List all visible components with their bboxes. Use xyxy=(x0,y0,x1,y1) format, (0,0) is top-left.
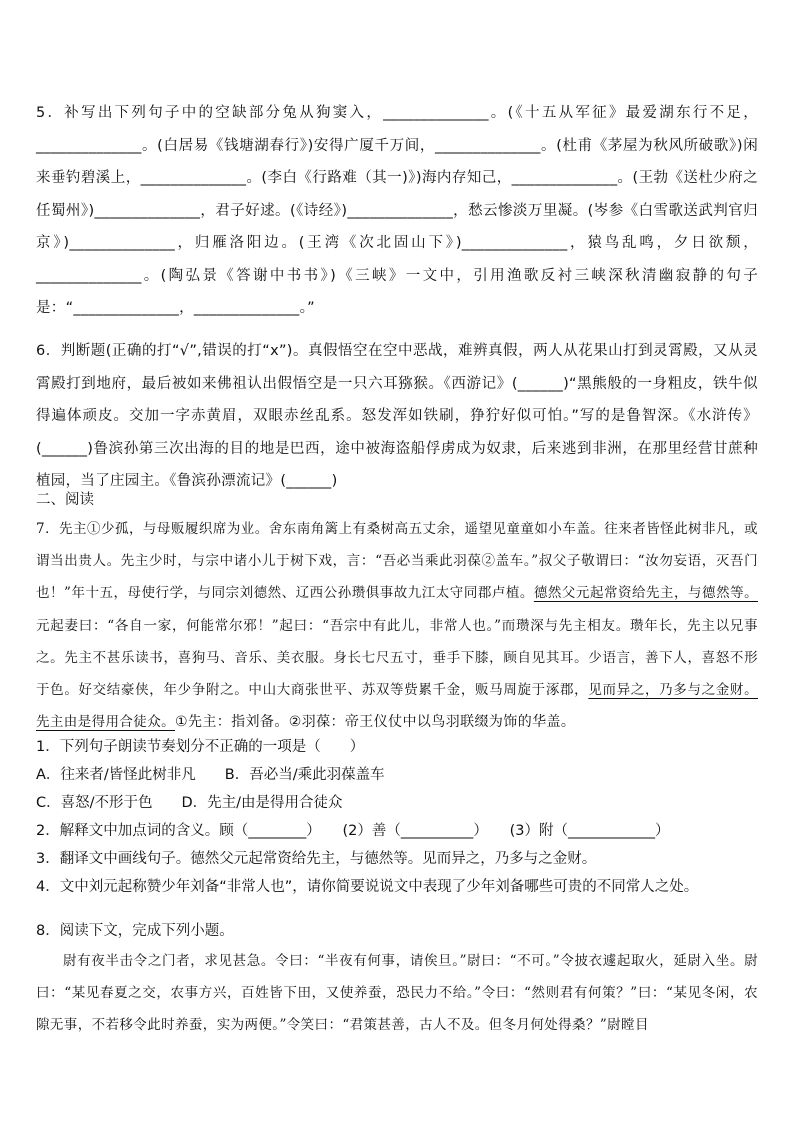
subquestion-1-options-cd: C．喜怒/不形于色 D．先主/由是得用合徒众 xyxy=(36,795,343,811)
subquestion-1: 1．下列句子朗读节奏划分不正确的一项是（ ） xyxy=(36,739,365,755)
question-8-title: 8．阅读下文，完成下列小题。 xyxy=(36,923,234,939)
subquestion-1-options-ab: A．往来者/皆怪此树非凡 B．吾必当/乘此羽葆盖车 xyxy=(36,767,385,783)
question-8 xyxy=(36,917,758,1041)
subquestion-2: 2．解释文中加点词的含义。顾（________） (2）善（__________） (3）附（____________） xyxy=(36,823,670,839)
question-8-passage: 尉有夜半击令之门者，求见甚急。令曰：“半夜有何事，请俟旦。”尉曰：“不可。”令披衣遽起取火，延尉入坐。尉曰：“某见春夏之交，农事方兴，百姓皆下田，又使养蚕，恐民力不给。”令曰：“然则君有何策？”曰：“某见冬闲，农隙无事，不若移令此时养蚕，实为两便。”令笑曰：“君策甚善，古人不及。但冬月何处得桑？”尉瞠目 xyxy=(36,953,758,1033)
section-heading xyxy=(36,487,758,513)
annotation-notes: ①先主：指刘备。②羽葆：帝王仪仗中以鸟羽联缀为饰的华盖。 xyxy=(175,714,576,731)
underlined-sentence-1: 德然父元起常资给先主，与德然等。 xyxy=(533,585,758,602)
underlined-sentence-2: 见而异之，乃多与之金财。 xyxy=(588,682,758,699)
question-7-passage xyxy=(36,513,758,738)
question-7-text xyxy=(36,513,758,738)
question-5-text: 5．补写出下列句子中的空缺部分兔从狗窦入，______________。(《十五从军征》最爱湖东行不足，______________。(白居易《钱塘湖春行》)安得广厦千万间，______________。(杜甫《茅屋为秋风所破歌》)闲来垂钓碧溪上，______________。(李白《行路难（其一)》)海内存知己，______________。(王勃《送杜少府之任蜀州》)______________，君子好逑。(《诗经》)______________，愁云惨淡万里凝。(岑参《白雪歌送武判官归京》)______________，归雁洛阳边。(王湾《次北固山下》)______________，猿鸟乱鸣，夕日欲颓，______________。(陶弘景《答谢中书书》)《三峡》一文中，引用渔歌反衬三峡深秋清幽寂静的句子是：“______________，______________。” xyxy=(36,105,758,316)
question-7-subquestions xyxy=(36,733,758,901)
passage-part-2: 元起妻曰：“各自一家，何能常尔邪！”起曰：“吾宗中有此儿，非常人也。”而瓒深与先主相友。瓒年长，先主以兄事之。先主不甚乐读书，喜狗马、音乐、美衣服。身长七尺五寸，垂手下膝，顾自见其耳。少语言，善下人，喜怒不形于色。好交结豪侠，年少争附之。中山大商张世平、苏双等赀累千金，贩马周旋于涿郡， xyxy=(36,617,758,699)
question-6-text: 6．判断题(正确的打“√”,错误的打“x”)。真假悟空在空中恶战，难辨真假，两人从花果山打到灵霄殿，又从灵霄殿打到地府，最后被如来佛祖认出假悟空是一只六耳猕猴。《西游记》(______)“黑熊般的一身粗皮，铁牛似得遍体顽皮。交加一字赤黄眉，双眼赤丝乱系。怒发浑如铁刷，狰狞好似可怕。”写的是鲁智深。《水浒传》(______)鲁滨孙第三次出海的目的地是巴西，途中被海盗船俘虏成为奴隶，后来逃到非洲，在那里经营甘蔗种植园，当了庄园主。《鲁滨孙漂流记》(______) xyxy=(36,343,758,489)
section-2-title: 二、阅读 xyxy=(36,492,94,508)
passage-part-1: 7．先主①少孤，与母贩履织席为业。舍东南角篱上有桑树高五丈余，遥望见童童如小车盖。往来者皆怪此树非凡，或谓当出贵人。先主少时，与宗中诸小儿于树下戏，言：“吾必当乘此羽葆②盖车。”叔父子敬谓曰：“汝勿妄语，灭吾门也！”年十五，母使行学，与同宗刘德然、辽西公孙瓒俱事故九江太守同郡卢植。 xyxy=(36,521,758,602)
question-5 xyxy=(36,97,758,325)
subquestion-4: 4．文中刘元起称赞少年刘备“非常人也”，请你简要说说文中表现了少年刘备哪些可贵的不同常人之处。 xyxy=(36,879,699,895)
question-6 xyxy=(36,335,758,498)
passage-part-3: 先主由是得用合徒众。 xyxy=(36,714,175,731)
subquestion-3: 3．翻译文中画线句子。德然父元起常资给先主，与德然等。见而异之，乃多与之金财。 xyxy=(36,851,597,867)
